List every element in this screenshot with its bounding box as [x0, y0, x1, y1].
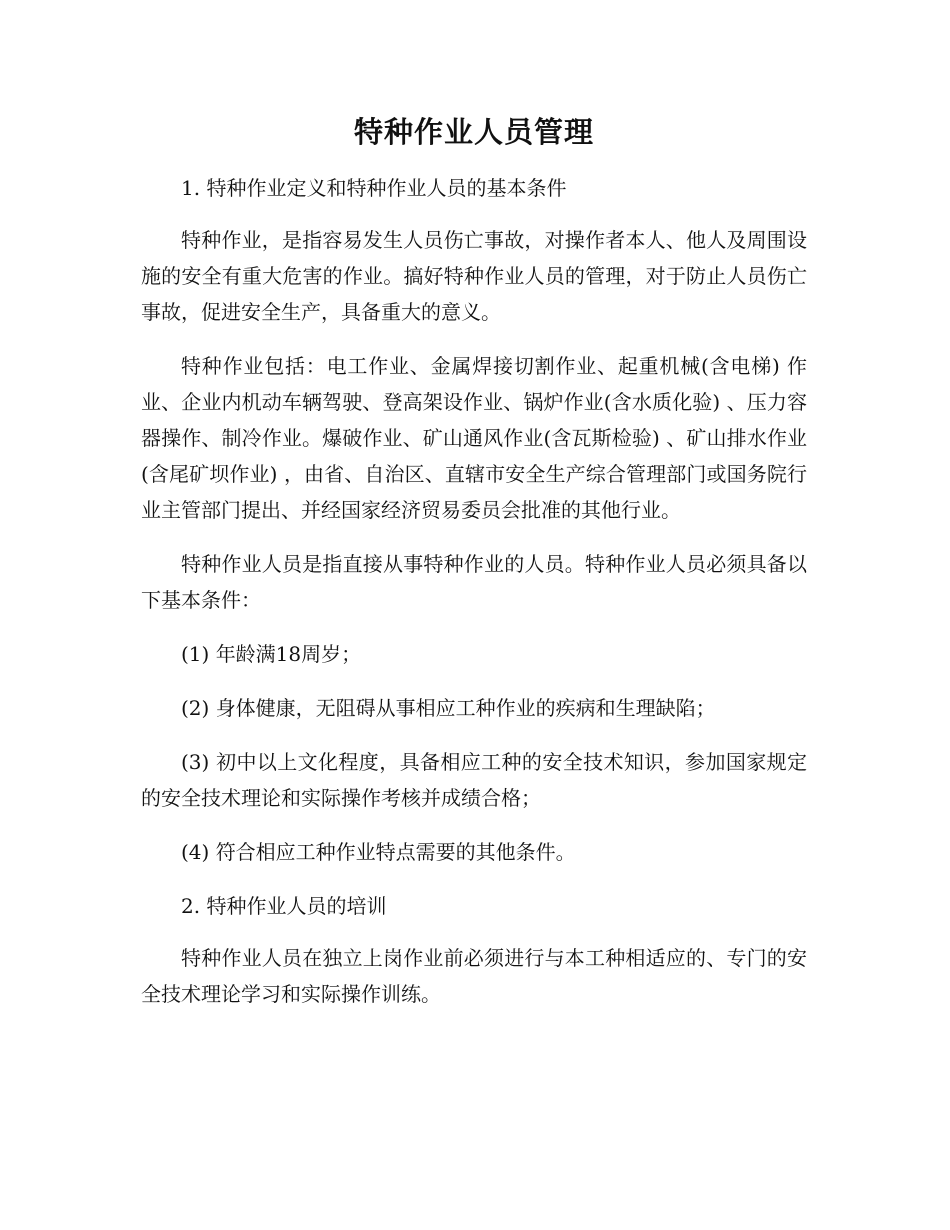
paragraph-training: 特种作业人员在独立上岗作业前必须进行与本工种相适应的、专门的安全技术理论学习和实际操作训练。 [141, 946, 807, 1006]
condition-item: (3) 初中以上文化程度，具备相应工种的安全技术知识，参加国家规定的安全技术理论和实际操作考核并成绩合格； [141, 750, 807, 810]
paragraph-definition: 特种作业，是指容易发生人员伤亡事故，对操作者本人、他人及周围设施的安全有重大危害的作业。搞好特种作业人员的管理，对于防止人员伤亡事故，促进安全生产，具备重大的意义。 [141, 228, 807, 324]
document-title: 特种作业人员管理 [353, 115, 594, 149]
paragraph-scope: 特种作业包括：电工作业、金属焊接切割作业、起重机械(含电梯) 作业、企业内机动车辆驾驶、登高架设作业、锅炉作业(含水质化验) 、压力容器操作、制冷作业。爆破作业、矿山通风作业(含瓦斯检验) 、矿山排水作业(含尾矿坝作业) ，由省、自治区、直辖市安全生产综合管理部门或国务院行业主管部门提出、并经国家经济贸易委员会批准的其他行业。 [141, 354, 807, 522]
condition-item: (1) 年龄满18周岁； [181, 642, 362, 666]
paragraph-personnel: 特种作业人员是指直接从事特种作业的人员。特种作业人员必须具备以下基本条件： [141, 552, 807, 612]
section-heading-1: 1. 特种作业定义和特种作业人员的基本条件 [181, 176, 567, 200]
condition-item: (4) 符合相应工种作业特点需要的其他条件。 [181, 840, 576, 864]
section-heading-2: 2. 特种作业人员的培训 [181, 894, 387, 918]
document-body [141, 108, 807, 1030]
condition-item: (2) 身体健康，无阻碍从事相应工种作业的疾病和生理缺陷； [181, 696, 716, 720]
